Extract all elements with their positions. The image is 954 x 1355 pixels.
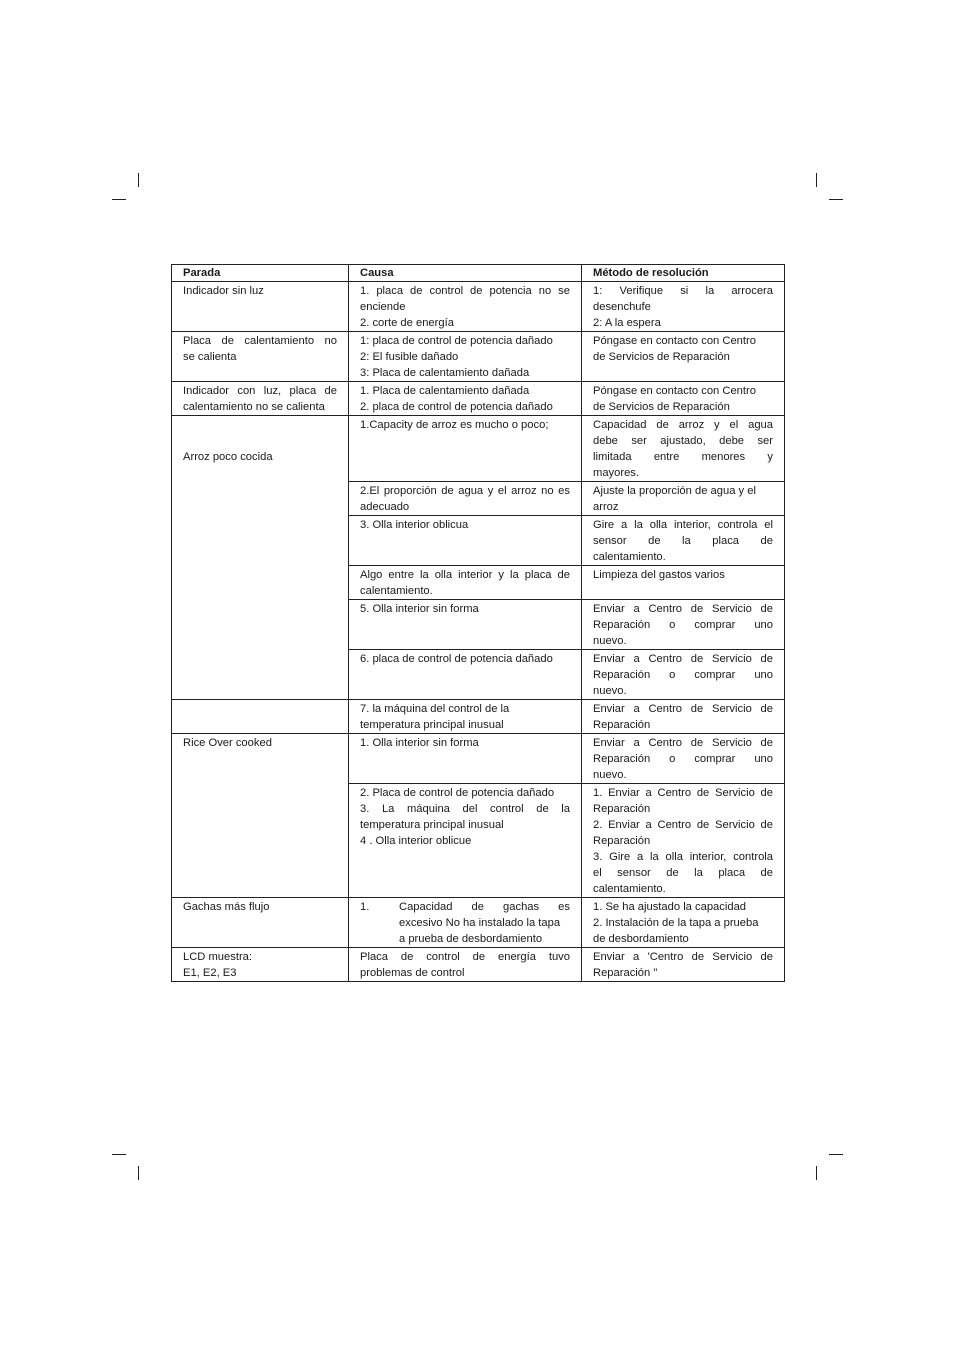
causa-cell: 1.Capacity de arroz es mucho o poco; (349, 416, 582, 482)
parada-cell: Gachas más flujo (172, 898, 349, 948)
causa-cell: 2.El proporción de agua y el arroz no es adecuado (349, 482, 582, 516)
causa-cell: 1: placa de control de potencia dañado 2: El fusible dañado 3: Placa de calentamiento dañada (349, 332, 582, 382)
table-row (172, 734, 785, 784)
table-row (172, 282, 785, 332)
metodo-cell: Capacidad de arroz y el agua debe ser ajustado, debe ser limitada entre menores y mayores. (582, 416, 785, 482)
parada-cell: Indicador con luz, placa de calentamiento no se calienta (172, 382, 349, 416)
header-parada: Parada (172, 265, 349, 282)
metodo-cell: 1. Enviar a Centro de Servicio de Reparación 2. Enviar a Centro de Servicio de Reparación 3. Gire a la olla interior, controla el sensor de la placa de calentamiento. (582, 784, 785, 898)
metodo-cell: Enviar a Centro de Servicio de Reparación (582, 700, 785, 734)
table-row (172, 898, 785, 948)
troubleshooting-table (171, 264, 785, 982)
metodo-cell: Enviar a Centro de Servicio de Reparación o comprar uno nuevo. (582, 600, 785, 650)
header-metodo: Método de resolución (582, 265, 785, 282)
table-row (172, 416, 785, 482)
numbered-item: 1. Capacidad de gachas es excesivo No ha instalado la tapa a prueba de desbordamiento (360, 901, 570, 945)
causa-cell: 2. Placa de control de potencia dañado 3. La máquina del control de la temperatura principal inusual 4 . Olla interior oblicue (349, 784, 582, 898)
metodo-cell: Limpieza del gastos varios (582, 566, 785, 600)
crop-mark-bottom-right-horizontal (829, 1154, 843, 1155)
parada-cell: Arroz poco cocida (172, 416, 349, 700)
header-row (172, 265, 785, 282)
table-row (172, 700, 785, 734)
crop-mark-top-right-vertical (816, 173, 817, 187)
metodo-cell: Enviar a Centro de Servicio de Reparación o comprar uno nuevo. (582, 650, 785, 700)
parada-cell: Placa de calentamiento no se calienta (172, 332, 349, 382)
table-row (172, 948, 785, 982)
parada-cell: Rice Over cooked (172, 734, 349, 898)
metodo-cell: Gire a la olla interior, controla el sensor de la placa de calentamiento. (582, 516, 785, 566)
causa-cell: 6. placa de control de potencia dañado (349, 650, 582, 700)
causa-cell: 5. Olla interior sin forma (349, 600, 582, 650)
header-causa: Causa (349, 265, 582, 282)
parada-cell: LCD muestra: E1, E2, E3 (172, 948, 349, 982)
crop-mark-bottom-left-vertical (138, 1166, 139, 1180)
crop-mark-top-right-horizontal (829, 199, 843, 200)
causa-cell: 3. Olla interior oblicua (349, 516, 582, 566)
metodo-cell: 1. Se ha ajustado la capacidad 2. Instalación de la tapa a prueba de desbordamiento (582, 898, 785, 948)
causa-cell: 1. Olla interior sin forma (349, 734, 582, 784)
crop-mark-bottom-right-vertical (816, 1166, 817, 1180)
causa-cell: 1. Placa de calentamiento dañada 2. placa de control de potencia dañado (349, 382, 582, 416)
metodo-cell: Ajuste la proporción de agua y el arroz (582, 482, 785, 516)
causa-cell: 1. placa de control de potencia no se enciende 2. corte de energía (349, 282, 582, 332)
metodo-cell: Enviar a Centro de Servicio de Reparación o comprar uno nuevo. (582, 734, 785, 784)
metodo-cell: Póngase en contacto con Centro de Servicios de Reparación (582, 382, 785, 416)
metodo-cell: 1: Verifique si la arrocera desenchufe 2: A la espera (582, 282, 785, 332)
crop-mark-top-left-vertical (138, 173, 139, 187)
causa-cell: Algo entre la olla interior y la placa de calentamiento. (349, 566, 582, 600)
table-row (172, 382, 785, 416)
causa-cell: 7. la máquina del control de la temperatura principal inusual (349, 700, 582, 734)
causa-cell: Placa de control de energía tuvo problemas de control (349, 948, 582, 982)
crop-mark-bottom-left-horizontal (112, 1154, 126, 1155)
parada-cell (172, 700, 349, 734)
crop-mark-top-left-horizontal (112, 199, 126, 200)
causa-cell (349, 898, 582, 948)
metodo-cell: Póngase en contacto con Centro de Servicios de Reparación (582, 332, 785, 382)
table-row (172, 332, 785, 382)
parada-cell: Indicador sin luz (172, 282, 349, 332)
metodo-cell: Enviar a 'Centro de Servicio de Reparación " (582, 948, 785, 982)
